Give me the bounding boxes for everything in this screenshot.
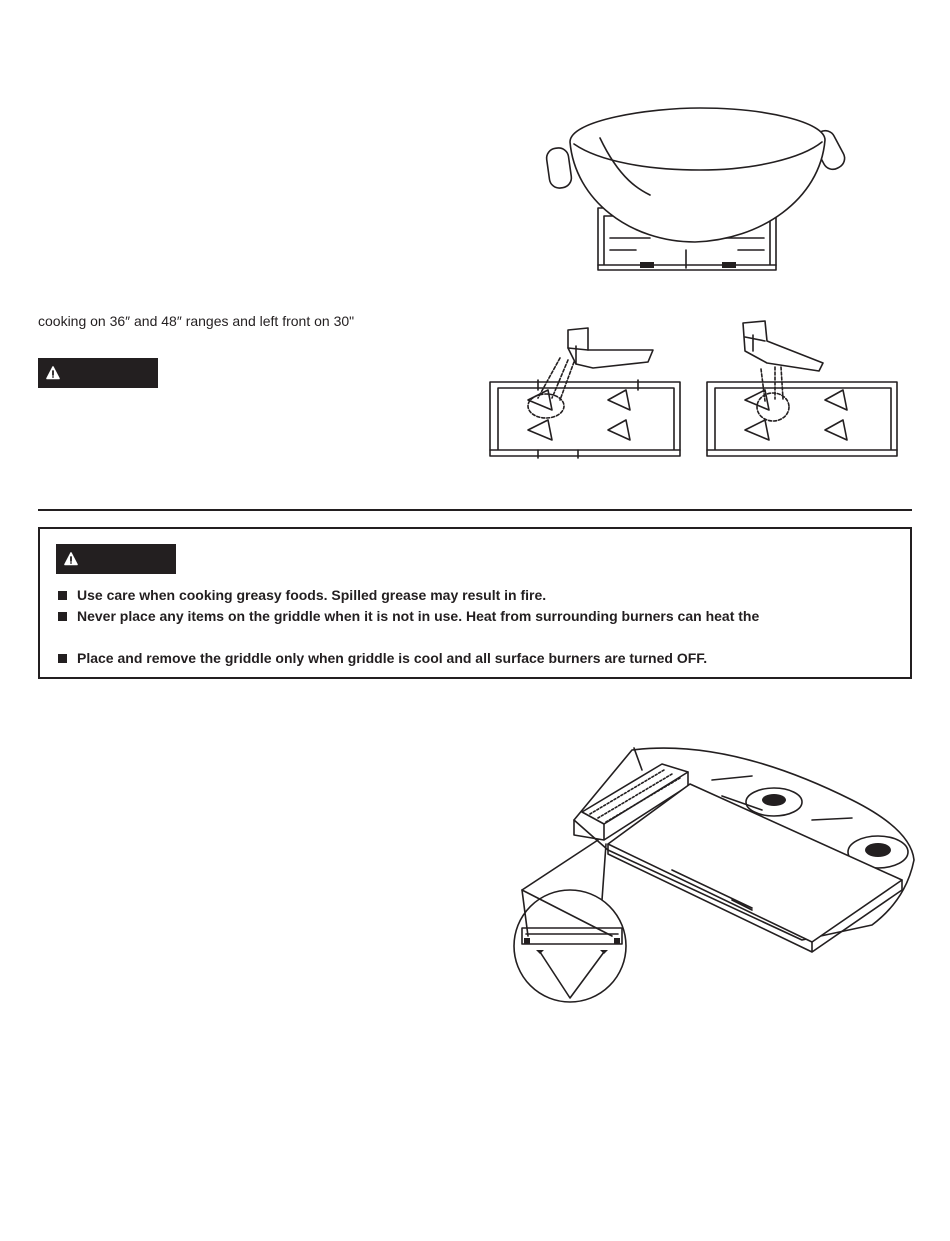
list-item: Never place any items on the griddle when it is not in use. Heat from surrounding burners can heat the <box>56 606 896 627</box>
griddle-warning-box <box>38 527 912 679</box>
warning-triangle-icon <box>64 552 78 566</box>
range-size-note: cooking on 36″ and 48″ ranges and left front on 30" <box>38 313 355 329</box>
warning-badge <box>56 544 176 574</box>
wok-ring-placement-diagram-left <box>488 320 683 460</box>
wok-on-grate-illustration <box>540 100 850 280</box>
bullet-square-icon <box>58 654 67 663</box>
section-divider <box>38 509 912 511</box>
warning-badge <box>38 358 158 388</box>
griddle-installation-illustration <box>512 740 922 1005</box>
list-item: Use care when cooking greasy foods. Spilled grease may result in fire. <box>56 585 896 606</box>
warning-triangle-icon <box>46 366 60 380</box>
bullet-square-icon <box>58 591 67 600</box>
bullet-square-icon <box>58 612 67 621</box>
wok-ring-placement-diagram-right <box>705 315 900 460</box>
warning-list <box>56 585 896 669</box>
list-item: Place and remove the griddle only when griddle is cool and all surface burners are turned OFF. <box>56 648 896 669</box>
